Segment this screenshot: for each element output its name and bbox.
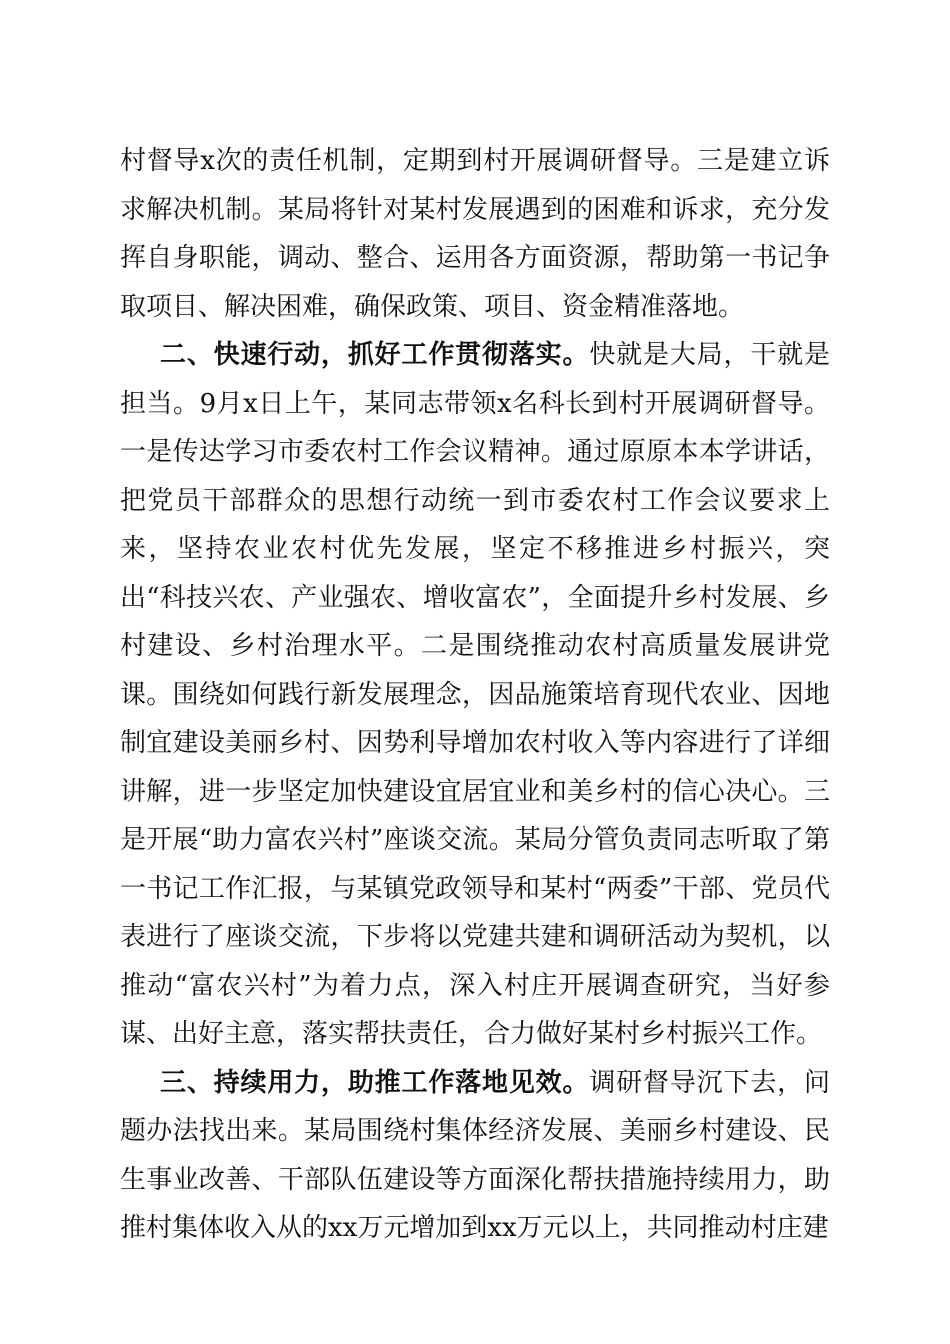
section-heading: 二、快速行动，抓好工作贯彻落实。 [160,340,590,370]
paragraph-section-two [120,331,830,1059]
paragraph-text: 村督导x次的责任机制，定期到村开展调研督导。三是建立诉求解决机制。某局将针对某村发展遇到的困难和诉求，充分发挥自身职能，调动、整合、运用各方面资源，帮助第一书记争取项目、解决困难，确保政策、项目、资金精准落地。 [120,146,830,322]
paragraph-text: 调研督导沉下去，问题办法找出来。某局围绕村集体经济发展、美丽乡村建设、民生事业改善、干部队伍建设等方面深化帮扶措施持续用力，助推村集体收入从的xx万元增加到xx万元以上，共同推动村庄建 [120,1067,830,1243]
section-heading: 三、持续用力，助推工作落地见效。 [160,1067,590,1098]
paragraph-continuation [120,137,830,331]
document-body [120,137,830,1253]
paragraph-text: 快就是大局，干就是担当。9月x日上午，某同志带领x名科长到村开展调研督导。一是传达学习市委农村工作会议精神。通过原原本本学讲话，把党员干部群众的思想行动统一到市委农村工作会议要求上来，坚持农业农村优先发展，坚定不移推进乡村振兴，突出“科技兴农、产业强农、增收富农”，全面提升乡村发展、乡村建设、乡村治理水平。二是围绕推动农村高质量发展讲党课。围绕如何践行新发展理念，因品施策培育现代农业、因地制宜建设美丽乡村、因势利导增加农村收入等内容进行了详细讲解，进一步坚定加快建设宜居宜业和美乡村的信心决心。三是开展“助力富农兴村”座谈交流。某局分管负责同志听取了第一书记工作汇报，与某镇党政领导和某村“两委”干部、党员代表进行了座谈交流，下步将以党建共建和调研活动为契机，以推动“富农兴村”为着力点，深入村庄开展调查研究，当好参谋、出好主意，落实帮扶责任，合力做好某村乡村振兴工作。 [120,340,830,1049]
paragraph-section-three [120,1059,830,1253]
